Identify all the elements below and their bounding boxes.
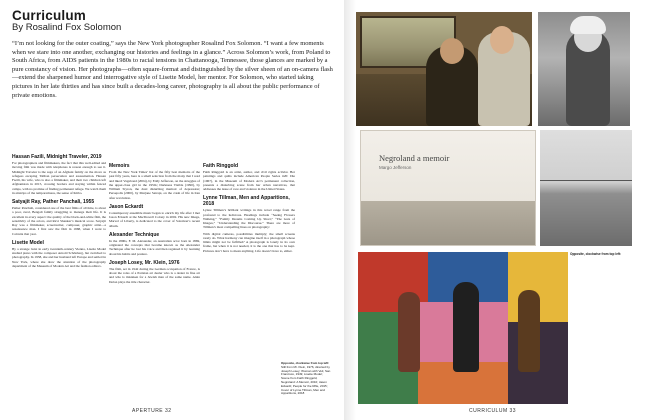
page-title: Curriculum — [12, 8, 87, 23]
photo-train-couple — [356, 12, 532, 126]
folio-right: CURRICULUM 33 — [469, 408, 517, 414]
intro-paragraph: “I’m not looking for the outer coating,” says the New York photographer Rosalind Fox Solomon. “I want a few moments when we stare into one another, exchanging our histories and feelings in a glance.” Across Solomon’s work, from Poland to South Africa, from AIDS patients in the 1980s to racial tensions in Chattanooga, Tennessee, those glances are marked by a pure constancy of vision. Her photographs—often square-format and distinguished by the silver sheen of an on-camera flash—extend the sharpened humor and interrogative style of Lisette Model, her mentor. For Solomon, who started taking pictures in her late thirties and has since built a decades-long career, photography is all about the public performance of private emotions. — [12, 40, 333, 99]
paint-figure — [518, 290, 540, 372]
book-title-main: Negroland — [379, 153, 415, 163]
section-heading: Jason Eckardt — [109, 203, 144, 210]
section-body: In the 1890s, F. M. Alexander, an Australian actor born in 1869, originated the concepts that became known as the Alexander Technique after he lost his voice and then regained it by learning about his habits and posture. — [109, 238, 200, 256]
paint-figure — [453, 282, 479, 372]
woman-face — [490, 26, 514, 54]
column-1 — [12, 154, 106, 268]
section-body: The film, set in 1942 during the German occupation of France, is about the roles of a Parisian art dealer who is a dealer in fine art and who is mistaken for a Jewish man of the same name. Alain Delon plays the title character. — [109, 266, 200, 284]
caption-title: Opposite, clockwise from top left: — [281, 361, 330, 365]
photo-bw-woman — [538, 12, 630, 126]
book-author: Margo Jefferson — [379, 165, 412, 170]
horizon-line — [540, 180, 632, 181]
left-caption — [281, 362, 331, 396]
column-2 — [109, 163, 200, 284]
section-body: For photographers and filmmakers, the fact that this well-edited and moving film was made with telephones is reason enough to see it. Midnight Traveler is the saga of an Afghani family on the move as refugees escaping Taliban persecution and assassination. Hassan Fazili, his wife, who is also a filmmaker, and their two children left Afghanistan in 2015, crossing borders and staying within fenced camps, with no promise of finding permanent refuge. We watch them in airstrips of the temporariness, the sense of limbo. — [12, 161, 107, 195]
figure-hair — [570, 16, 606, 34]
section-body: Faith Ringgold is an artist, author, and civil rights activist. Her paintings and quilts include American People Series #20: Die (1967), in the Museum of Modern Art’s permanent collection, presents a disturbing scene from her urban narratives, that addresses the issue of race and violence in the United States. — [203, 170, 295, 191]
section-heading: Lynne Tillman, Men and Apparitions, 2018 — [203, 195, 290, 208]
section-heading: Faith Ringgold — [203, 163, 238, 169]
section-body: Contemporary ensemble music began to enrich my life after I met Jason Eckardt at the MacDowell Colony in 2002. His new Image, Marvel of Liberty, is dedicated to the cover of Solomon’s recent album. — [109, 210, 200, 228]
caption-title: Opposite, clockwise from top left: — [570, 252, 622, 256]
section-body: Pather Panchali, considered one of the best films of all time, is about a poor, rural, Bengali family struggling to manage their life. It is excellent in every aspect: the quality of the black-and-white film, the sensitivity of the actors, and Ravi Shankar’s musical score. Satyajit Ray was a filmmaker, screenwriter, composer, graphic artist—a renaissance man. I first saw the film in 1968, when I went to Calcutta that year. — [12, 206, 106, 236]
book-title — [379, 153, 449, 163]
section-heading: Joseph Losey, Mr. Klein, 1976 — [109, 259, 180, 266]
section-heading: Alexander Technique — [109, 231, 160, 238]
section-body: Lynne Tillman’s brilliant writings in this novel range from the profound to the ludicrous. Headings include “Seeing Flowers Walking,” “Family Dreams Coming Up Short,” “The Guts of Images,” “Understanding the Discourse.” There are more of Tillman’s most compelling lines on photography: — [203, 208, 295, 230]
painting-quilt — [358, 252, 568, 404]
quote-body: With digital cameras, possibilities multiply; the small screens rarely do. What harmony can imagine itself in a photograph whose limits might not be fulfilled? A photograph is lonely in its own frame, but when it is not needed, it is the one that has to be kept. Pictures don’t have to mean anything. Life doesn’t have to, either. — [203, 231, 295, 253]
section-heading: Hassan Fazili, Midnight Traveler, 2019 — [12, 154, 102, 160]
book-cover — [360, 130, 536, 246]
section-heading: Satyajit Ray, Pather Panchali, 1955 — [12, 199, 95, 205]
section-heading: Memoirs — [109, 163, 130, 169]
right-caption — [570, 252, 632, 256]
paint-figure — [398, 292, 420, 372]
man-face — [440, 38, 464, 64]
section-body: From the New York Times’ list of the fifty best memoirs of the past fifty years, here is a small selection from the many that I read and liked: Vagabond (2004), by Eddy Jefferson, on the struggles of the upper-class girl in the 1950s; Darkness Visible (1990), by William Styron, the dual disturbing memoir of depression; Persepolis (2000), by Marjane Satrapi, on the crash of life in Iran after revolution. — [109, 170, 200, 200]
section-body: By a strange twist in early twentieth-century Vienna, Lisette Model studied piano with the composer Arnold Schönberg, but switched to photography. In 1938, she and her husband left Europe and settled in New York, where she drew the attention of the photography department of the Museum of Modern Art and the fashion editors. — [12, 246, 106, 268]
book-band — [361, 201, 536, 246]
photo-landscape — [540, 130, 632, 246]
folio-left: APERTURE 32 — [132, 408, 172, 414]
column-3 — [203, 163, 295, 253]
page-gutter — [344, 0, 356, 420]
caption-body: Still from Mr. Klein, 1976, directed by Joseph Losey; Woman with Veil, San Francisco, 1949; Lisette Model; Scene from Faith Ringgold, Negroland: A Memoir, 2010; Jason Eckardt; People for the Rifle, 2015; Cover of Lynne Tillman, Men and Apparitions, 2018 — [281, 364, 331, 396]
section-heading: Lisette Model — [12, 239, 44, 246]
book-title-sub: a memoir — [417, 153, 450, 163]
byline: By Rosalind Fox Solomon — [12, 22, 122, 33]
